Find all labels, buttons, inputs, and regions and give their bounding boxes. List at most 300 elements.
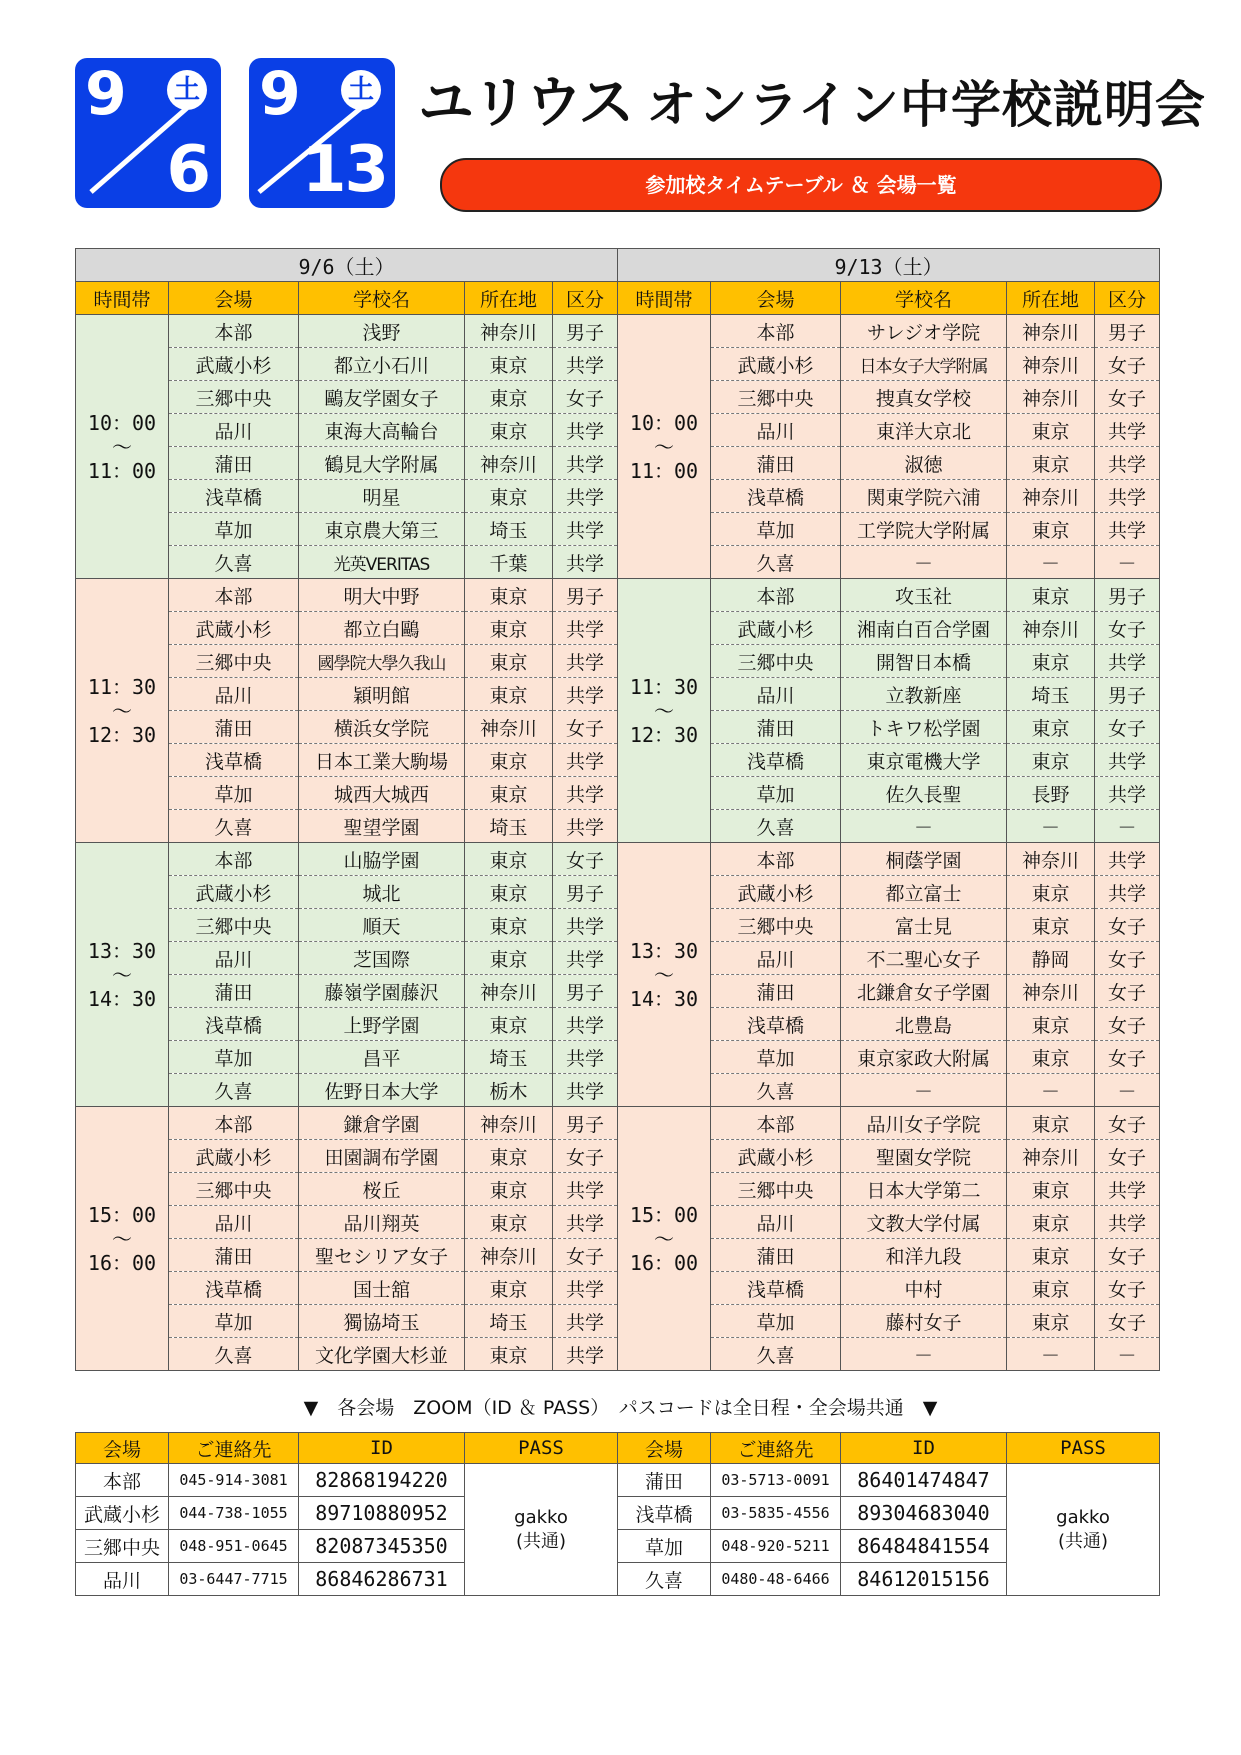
type-cell: 男子 [553, 1107, 618, 1140]
time-separator: ～ [654, 962, 675, 987]
type-cell: 共学 [1095, 447, 1160, 480]
venue-cell: 浅草橋 [169, 480, 299, 513]
zoom-row [76, 1530, 1160, 1563]
col-location-header: 所在地 [1007, 282, 1095, 315]
time-slot [618, 315, 711, 579]
location-cell: 神奈川 [1007, 315, 1095, 348]
timetable [75, 248, 1160, 1371]
venue-cell: 蒲田 [711, 975, 841, 1008]
time-start: 13：30 [629, 938, 699, 963]
zoom-col-pass-header: PASS [465, 1433, 618, 1464]
location-cell: 東京 [1007, 414, 1095, 447]
school-cell: 工学院大学附属 [841, 513, 1007, 546]
zoom-note: ▼ 各会場 ZOOM（ID ＆ PASS） パスコードは全日程・全会場共通 ▼ [303, 1397, 938, 1419]
venue-cell: 蒲田 [169, 1239, 299, 1272]
venue-cell: 品川 [169, 678, 299, 711]
school-cell: 文教大学付属 [841, 1206, 1007, 1239]
location-cell: 東京 [465, 942, 553, 975]
time-end: 16：00 [629, 1250, 699, 1275]
type-cell: 女子 [1095, 942, 1160, 975]
type-cell: 共学 [553, 513, 618, 546]
time-slot [618, 843, 711, 1107]
venue-cell: 久喜 [169, 1338, 299, 1371]
time-end: 16：00 [87, 1250, 157, 1275]
school-cell: 昌平 [299, 1041, 465, 1074]
time-end: 12：30 [629, 722, 699, 747]
school-cell: 都立白鷗 [299, 612, 465, 645]
venue-cell: 武蔵小杉 [169, 612, 299, 645]
type-cell: 女子 [1095, 612, 1160, 645]
badge-weekday: 土 [167, 70, 207, 110]
school-cell: 城北 [299, 876, 465, 909]
time-separator: ～ [654, 1226, 675, 1251]
type-cell: 共学 [553, 678, 618, 711]
type-cell: 共学 [553, 744, 618, 777]
type-cell: 共学 [1095, 843, 1160, 876]
venue-cell: 草加 [169, 513, 299, 546]
location-cell: 東京 [1007, 1272, 1095, 1305]
school-cell: 鷗友学園女子 [299, 381, 465, 414]
school-cell: 藤嶺学園藤沢 [299, 975, 465, 1008]
venue-cell: 久喜 [169, 1074, 299, 1107]
zoom-table [75, 1432, 1160, 1596]
location-cell: 東京 [1007, 579, 1095, 612]
type-cell: 共学 [553, 1338, 618, 1371]
location-cell: 神奈川 [1007, 381, 1095, 414]
venue-cell: 浅草橋 [169, 1008, 299, 1041]
type-cell: 男子 [553, 975, 618, 1008]
school-cell: 湘南白百合学園 [841, 612, 1007, 645]
time-separator: ～ [112, 962, 132, 987]
type-cell: 共学 [1095, 414, 1160, 447]
school-cell: サレジオ学院 [841, 315, 1007, 348]
type-cell: 共学 [553, 777, 618, 810]
venue-cell: 武蔵小杉 [711, 876, 841, 909]
zoom-pass [1007, 1464, 1160, 1596]
zoom-phone: 048-951-0645 [169, 1530, 299, 1563]
venue-cell: 蒲田 [711, 447, 841, 480]
venue-cell: 三郷中央 [169, 909, 299, 942]
zoom-meeting-id: 84612015156 [841, 1563, 1007, 1596]
school-cell: 日本大学第二 [841, 1173, 1007, 1206]
venue-cell: 草加 [711, 1305, 841, 1338]
venue-cell: 品川 [169, 1206, 299, 1239]
zoom-venue: 蒲田 [618, 1464, 711, 1497]
badge-day: 13 [301, 133, 387, 207]
school-cell: 佐久長聖 [841, 777, 1007, 810]
type-cell: 女子 [1095, 1272, 1160, 1305]
col-type-header: 区分 [553, 282, 618, 315]
type-cell: 共学 [1095, 777, 1160, 810]
type-cell: 共学 [553, 546, 618, 579]
school-cell: 城西大城西 [299, 777, 465, 810]
venue-cell: 浅草橋 [711, 1008, 841, 1041]
location-cell: 埼玉 [465, 1305, 553, 1338]
school-cell: 日本女子大学附属 [841, 348, 1007, 381]
school-cell: 光英VERITAS [299, 546, 465, 579]
zoom-row [76, 1497, 1160, 1530]
school-cell: 鎌倉学園 [299, 1107, 465, 1140]
school-cell: 鶴見大学附属 [299, 447, 465, 480]
venue-cell: 蒲田 [169, 975, 299, 1008]
location-cell: 東京 [465, 1272, 553, 1305]
school-cell: － [841, 546, 1007, 579]
col-venue-header: 会場 [169, 282, 299, 315]
date-badge-0913 [249, 58, 395, 208]
venue-cell: 武蔵小杉 [711, 1140, 841, 1173]
venue-cell: 武蔵小杉 [711, 348, 841, 381]
zoom-col-venue-header: 会場 [76, 1433, 169, 1464]
col-school-header: 学校名 [841, 282, 1007, 315]
school-cell: 中村 [841, 1272, 1007, 1305]
school-cell: － [841, 1074, 1007, 1107]
type-cell: 男子 [1095, 315, 1160, 348]
zoom-col-contact-header: ご連絡先 [169, 1433, 299, 1464]
type-cell: 共学 [1095, 480, 1160, 513]
venue-cell: 草加 [169, 1041, 299, 1074]
school-cell: 順天 [299, 909, 465, 942]
time-slot [618, 1107, 711, 1371]
zoom-col-venue-header: 会場 [618, 1433, 711, 1464]
type-cell: 共学 [553, 447, 618, 480]
venue-cell: 草加 [711, 777, 841, 810]
venue-cell: 本部 [169, 1107, 299, 1140]
venue-cell: 武蔵小杉 [169, 348, 299, 381]
venue-cell: 品川 [711, 414, 841, 447]
zoom-phone: 048-920-5211 [711, 1530, 841, 1563]
time-end: 14：30 [87, 986, 157, 1011]
venue-cell: 蒲田 [711, 1239, 841, 1272]
school-cell: 藤村女子 [841, 1305, 1007, 1338]
badge-month: 9 [85, 59, 125, 129]
zoom-meeting-id: 89710880952 [299, 1497, 465, 1530]
zoom-venue: 三郷中央 [76, 1530, 169, 1563]
school-cell: 明星 [299, 480, 465, 513]
venue-cell: 三郷中央 [169, 1173, 299, 1206]
zoom-venue: 草加 [618, 1530, 711, 1563]
location-cell: 神奈川 [1007, 480, 1095, 513]
date-header-day2: 9/13（土） [618, 249, 1160, 282]
location-cell: － [1007, 810, 1095, 843]
type-cell: 共学 [1095, 744, 1160, 777]
location-cell: 東京 [465, 1008, 553, 1041]
location-cell: 栃木 [465, 1074, 553, 1107]
school-cell: 東京家政大附属 [841, 1041, 1007, 1074]
zoom-col-id-header: ID [299, 1433, 465, 1464]
school-cell: 日本工業大駒場 [299, 744, 465, 777]
venue-cell: 久喜 [169, 810, 299, 843]
venue-cell: 三郷中央 [169, 381, 299, 414]
school-cell: 開智日本橋 [841, 645, 1007, 678]
type-cell: 男子 [1095, 579, 1160, 612]
zoom-meeting-id: 89304683040 [841, 1497, 1007, 1530]
type-cell: 男子 [1095, 678, 1160, 711]
venue-cell: 久喜 [169, 546, 299, 579]
location-cell: 神奈川 [465, 711, 553, 744]
location-cell: 東京 [1007, 909, 1095, 942]
venue-cell: 浅草橋 [711, 744, 841, 777]
zoom-col-pass-header: PASS [1007, 1433, 1160, 1464]
type-cell: 女子 [1095, 1041, 1160, 1074]
type-cell: － [1095, 546, 1160, 579]
location-cell: 東京 [465, 876, 553, 909]
venue-cell: 三郷中央 [711, 645, 841, 678]
type-cell: 女子 [553, 711, 618, 744]
col-type-header: 区分 [1095, 282, 1160, 315]
school-cell: 浅野 [299, 315, 465, 348]
venue-cell: 久喜 [711, 1338, 841, 1371]
location-cell: 埼玉 [1007, 678, 1095, 711]
time-slot [618, 579, 711, 843]
type-cell: 女子 [553, 381, 618, 414]
zoom-col-id-header: ID [841, 1433, 1007, 1464]
time-end: 11：00 [629, 458, 699, 483]
venue-cell: 三郷中央 [711, 909, 841, 942]
location-cell: 東京 [465, 1173, 553, 1206]
time-separator: ～ [654, 434, 675, 459]
table-row [76, 1107, 1160, 1140]
venue-cell: 久喜 [711, 810, 841, 843]
badge-month: 9 [259, 59, 299, 129]
type-cell: 共学 [1095, 1173, 1160, 1206]
time-slot [76, 1107, 169, 1371]
location-cell: 東京 [465, 612, 553, 645]
type-cell: 男子 [553, 315, 618, 348]
school-cell: 山脇学園 [299, 843, 465, 876]
school-cell: － [841, 1338, 1007, 1371]
page-title [418, 71, 1206, 136]
location-cell: 神奈川 [465, 315, 553, 348]
venue-cell: 品川 [169, 942, 299, 975]
type-cell: 共学 [1095, 513, 1160, 546]
venue-cell: 蒲田 [169, 447, 299, 480]
venue-cell: 品川 [711, 678, 841, 711]
venue-cell: 武蔵小杉 [169, 1140, 299, 1173]
venue-cell: 武蔵小杉 [711, 612, 841, 645]
zoom-venue: 武蔵小杉 [76, 1497, 169, 1530]
zoom-phone: 0480-48-6466 [711, 1563, 841, 1596]
type-cell: 女子 [553, 1239, 618, 1272]
time-end: 14：30 [629, 986, 699, 1011]
time-start: 11：30 [87, 674, 157, 699]
location-cell: 埼玉 [465, 1041, 553, 1074]
location-cell: 東京 [465, 678, 553, 711]
school-cell: 芝国際 [299, 942, 465, 975]
time-start: 11：30 [629, 674, 699, 699]
zoom-meeting-id: 82087345350 [299, 1530, 465, 1563]
type-cell: 共学 [553, 348, 618, 381]
time-slot [76, 843, 169, 1107]
school-cell: 攻玉社 [841, 579, 1007, 612]
location-cell: 神奈川 [465, 447, 553, 480]
location-cell: 東京 [465, 843, 553, 876]
school-cell: 国士舘 [299, 1272, 465, 1305]
school-cell: 淑徳 [841, 447, 1007, 480]
zoom-phone: 045-914-3081 [169, 1464, 299, 1497]
location-cell: － [1007, 546, 1095, 579]
venue-cell: 品川 [711, 1206, 841, 1239]
time-slot [76, 579, 169, 843]
type-cell: 女子 [1095, 1305, 1160, 1338]
col-time-header: 時間帯 [76, 282, 169, 315]
type-cell: 男子 [553, 876, 618, 909]
venue-cell: 浅草橋 [169, 744, 299, 777]
type-cell: 女子 [553, 843, 618, 876]
type-cell: 共学 [553, 909, 618, 942]
title-text: オンライン中学校説明会 [646, 76, 1206, 134]
location-cell: 東京 [1007, 645, 1095, 678]
school-cell: 東海大高輪台 [299, 414, 465, 447]
location-cell: 東京 [465, 579, 553, 612]
type-cell: 女子 [553, 1140, 618, 1173]
location-cell: 神奈川 [465, 1239, 553, 1272]
type-cell: 男子 [553, 579, 618, 612]
location-cell: 東京 [465, 645, 553, 678]
school-cell: 東洋大京北 [841, 414, 1007, 447]
zoom-phone: 03-6447-7715 [169, 1563, 299, 1596]
type-cell: 共学 [553, 1173, 618, 1206]
type-cell: 共学 [553, 480, 618, 513]
type-cell: 女子 [1095, 381, 1160, 414]
date-badge-0906 [75, 58, 221, 208]
zoom-phone: 044-738-1055 [169, 1497, 299, 1530]
school-cell: 明大中野 [299, 579, 465, 612]
venue-cell: 草加 [169, 1305, 299, 1338]
location-cell: 東京 [465, 777, 553, 810]
col-school-header: 学校名 [299, 282, 465, 315]
school-cell: 東京電機大学 [841, 744, 1007, 777]
zoom-row [76, 1464, 1160, 1497]
type-cell: 女子 [1095, 1239, 1160, 1272]
venue-cell: 久喜 [711, 1074, 841, 1107]
venue-cell: 本部 [169, 579, 299, 612]
venue-cell: 本部 [711, 579, 841, 612]
type-cell: 共学 [553, 1206, 618, 1239]
school-cell: 横浜女学院 [299, 711, 465, 744]
location-cell: － [1007, 1338, 1095, 1371]
pass-code: gakko [514, 1506, 568, 1528]
school-cell: 都立小石川 [299, 348, 465, 381]
school-cell: 聖セシリア女子 [299, 1239, 465, 1272]
venue-cell: 本部 [711, 315, 841, 348]
venue-cell: 本部 [711, 1107, 841, 1140]
time-start: 10：00 [629, 410, 699, 435]
school-cell: 桜丘 [299, 1173, 465, 1206]
location-cell: 東京 [465, 744, 553, 777]
zoom-meeting-id: 86401474847 [841, 1464, 1007, 1497]
type-cell: 共学 [553, 1074, 618, 1107]
time-start: 15：00 [629, 1202, 699, 1227]
time-start: 10：00 [87, 410, 157, 435]
venue-cell: 蒲田 [711, 711, 841, 744]
school-cell: 北鎌倉女子学園 [841, 975, 1007, 1008]
type-cell: － [1095, 810, 1160, 843]
zoom-venue: 本部 [76, 1464, 169, 1497]
pass-code: gakko [1056, 1506, 1110, 1528]
location-cell: 静岡 [1007, 942, 1095, 975]
time-end: 11：00 [87, 458, 157, 483]
time-end: 12：30 [87, 722, 157, 747]
location-cell: 東京 [465, 1140, 553, 1173]
school-cell: 不二聖心女子 [841, 942, 1007, 975]
location-cell: 神奈川 [1007, 348, 1095, 381]
time-separator: ～ [112, 434, 132, 459]
table-row [76, 579, 1160, 612]
location-cell: 東京 [1007, 1008, 1095, 1041]
col-location-header: 所在地 [465, 282, 553, 315]
type-cell: 共学 [1095, 876, 1160, 909]
school-cell: 穎明館 [299, 678, 465, 711]
pass-note: (共通) [1057, 1530, 1109, 1552]
school-cell: 佐野日本大学 [299, 1074, 465, 1107]
school-cell: トキワ松学園 [841, 711, 1007, 744]
type-cell: 共学 [1095, 645, 1160, 678]
location-cell: 東京 [1007, 1206, 1095, 1239]
location-cell: 東京 [1007, 711, 1095, 744]
location-cell: 東京 [1007, 1107, 1095, 1140]
zoom-meeting-id: 86484841554 [841, 1530, 1007, 1563]
venue-cell: 本部 [169, 315, 299, 348]
location-cell: 東京 [1007, 1305, 1095, 1338]
venue-cell: 三郷中央 [711, 1173, 841, 1206]
school-cell: 立教新座 [841, 678, 1007, 711]
zoom-phone: 03-5835-4556 [711, 1497, 841, 1530]
time-separator: ～ [654, 698, 675, 723]
venue-cell: 三郷中央 [711, 381, 841, 414]
type-cell: 女子 [1095, 711, 1160, 744]
pass-note: (共通) [515, 1530, 567, 1552]
type-cell: 共学 [553, 645, 618, 678]
type-cell: 女子 [1095, 975, 1160, 1008]
school-cell: 関東学院六浦 [841, 480, 1007, 513]
school-cell: 文化学園大杉並 [299, 1338, 465, 1371]
type-cell: － [1095, 1338, 1160, 1371]
venue-cell: 草加 [711, 513, 841, 546]
school-cell: 聖望学園 [299, 810, 465, 843]
school-cell: 桐蔭学園 [841, 843, 1007, 876]
location-cell: 東京 [1007, 447, 1095, 480]
venue-cell: 三郷中央 [169, 645, 299, 678]
location-cell: 東京 [1007, 876, 1095, 909]
school-cell: 北豊島 [841, 1008, 1007, 1041]
school-cell: 獨協埼玉 [299, 1305, 465, 1338]
venue-cell: 本部 [711, 843, 841, 876]
zoom-venue: 浅草橋 [618, 1497, 711, 1530]
zoom-meeting-id: 82868194220 [299, 1464, 465, 1497]
date-header-day1: 9/6（土） [76, 249, 618, 282]
venue-cell: 浅草橋 [169, 1272, 299, 1305]
venue-cell: 久喜 [711, 546, 841, 579]
location-cell: 神奈川 [1007, 843, 1095, 876]
subtitle-banner: 参加校タイムテーブル ＆ 会場一覧 [440, 158, 1162, 212]
location-cell: 神奈川 [1007, 1140, 1095, 1173]
type-cell: 共学 [553, 942, 618, 975]
venue-cell: 本部 [169, 843, 299, 876]
school-cell: 捜真女学校 [841, 381, 1007, 414]
location-cell: － [1007, 1074, 1095, 1107]
type-cell: 共学 [553, 1305, 618, 1338]
type-cell: 女子 [1095, 1008, 1160, 1041]
location-cell: 東京 [1007, 1041, 1095, 1074]
location-cell: 神奈川 [1007, 975, 1095, 1008]
venue-cell: 武蔵小杉 [169, 876, 299, 909]
type-cell: 共学 [553, 1041, 618, 1074]
location-cell: 神奈川 [465, 1107, 553, 1140]
venue-cell: 品川 [711, 942, 841, 975]
venue-cell: 浅草橋 [711, 480, 841, 513]
location-cell: 東京 [1007, 1239, 1095, 1272]
location-cell: 東京 [465, 1206, 553, 1239]
